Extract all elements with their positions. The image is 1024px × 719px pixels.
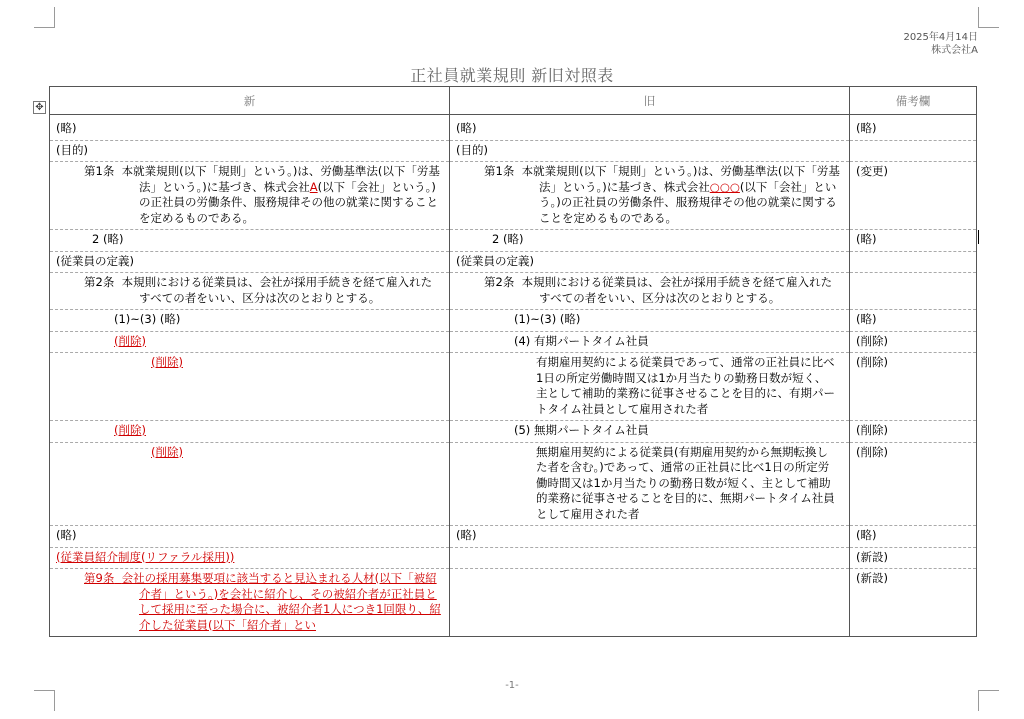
cell-old[interactable]	[450, 230, 850, 252]
article-2-old	[456, 275, 843, 306]
article-9-new	[56, 571, 443, 633]
section-heading: (目的)	[456, 142, 488, 157]
cell-new[interactable]	[50, 251, 450, 273]
cell-old[interactable]	[450, 442, 850, 526]
document-title: 正社員就業規則 新旧対照表	[410, 66, 614, 85]
deleted-marker: (削除)	[151, 355, 183, 369]
page-corner-mark-top-left	[34, 7, 55, 28]
cell-text: (略)	[856, 232, 877, 246]
cell-text: 有期雇用契約による従業員であって、通常の正社員に比べ1日の所定労働時間又は1か月当たりの勤務日数が短く、主として補助的業務に従事させることを目的に、有期パートタイム社員として雇用された者	[536, 355, 835, 416]
page-number: -1-	[505, 680, 519, 691]
table-row	[50, 251, 977, 273]
cell-note[interactable]	[850, 421, 977, 443]
cell-new[interactable]	[50, 115, 450, 141]
cell-note[interactable]	[850, 547, 977, 569]
text-cursor	[978, 230, 979, 244]
cell-text: (新設)	[856, 549, 888, 564]
cell-note[interactable]	[850, 310, 977, 332]
article-number: 第2条	[484, 275, 515, 289]
deleted-marker: (削除)	[151, 444, 183, 459]
cell-old[interactable]	[450, 273, 850, 310]
section-heading: (目的)	[56, 142, 88, 157]
cell-text: (削除)	[856, 355, 888, 369]
cell-old[interactable]	[450, 251, 850, 273]
table-row	[50, 230, 977, 252]
cell-new[interactable]	[50, 273, 450, 310]
cell-new[interactable]	[50, 162, 450, 230]
table-row	[50, 442, 977, 526]
cell-new[interactable]	[50, 547, 450, 569]
cell-old[interactable]	[450, 331, 850, 353]
article-number: 第9条	[84, 571, 115, 585]
cell-new[interactable]	[50, 310, 450, 332]
section-heading: (従業員の定義)	[456, 253, 534, 268]
cell-note[interactable]	[850, 251, 977, 273]
cell-text: (1)~(3) (略)	[114, 312, 181, 326]
cell-new[interactable]	[50, 230, 450, 252]
page-corner-mark-top-right	[978, 7, 999, 28]
article-2-new	[56, 275, 443, 306]
cell-note[interactable]	[850, 273, 977, 310]
cell-text: (略)	[56, 121, 77, 135]
cell-text: 2 (略)	[92, 232, 124, 246]
article-number: 第1条	[484, 164, 515, 178]
cell-old[interactable]	[450, 526, 850, 548]
header-new: 新	[50, 87, 450, 115]
article-text: 本就業規則(以下「規則」という。)は、労働基準法(以下「労基法」という。)に基づき、株式会社	[521, 164, 840, 194]
table-row	[50, 547, 977, 569]
cell-text: (略)	[456, 121, 477, 135]
table-row	[50, 140, 977, 162]
article-number: 第2条	[84, 275, 115, 289]
cell-text: (削除)	[856, 333, 888, 348]
cell-old[interactable]	[450, 353, 850, 421]
cell-new[interactable]	[50, 421, 450, 443]
header-note: 備考欄	[850, 87, 977, 115]
article-text: 本規則における従業員は、会社が採用手続きを経て雇入れたすべての者をいい、区分は次のとおりとする。	[521, 275, 833, 305]
cell-text: (新設)	[856, 571, 888, 585]
cell-new[interactable]	[50, 569, 450, 637]
new-section-heading: (従業員紹介制度(リファラル採用))	[56, 549, 235, 564]
table-row	[50, 526, 977, 548]
cell-old[interactable]	[450, 421, 850, 443]
cell-old[interactable]	[450, 547, 850, 569]
cell-old[interactable]	[450, 115, 850, 141]
changed-text: A	[309, 179, 318, 194]
cell-text: (削除)	[856, 423, 888, 437]
cell-new[interactable]	[50, 526, 450, 548]
cell-note[interactable]	[850, 526, 977, 548]
cell-old[interactable]	[450, 162, 850, 230]
date-company-block	[903, 31, 978, 57]
page-corner-mark-bottom-left	[34, 690, 55, 711]
cell-text: 無期雇用契約による従業員(有期雇用契約から無期転換した者を含む。)であって、通常の正社員に比べ1日の所定労働時間又は1か月当たりの勤務日数が短く、主として補助的業務に従事させることを目的に、無期パートタイム社員として雇用された者	[536, 444, 835, 521]
cell-note[interactable]	[850, 162, 977, 230]
cell-new[interactable]	[50, 442, 450, 526]
cell-note[interactable]	[850, 442, 977, 526]
deleted-marker: (削除)	[114, 333, 146, 348]
cell-new[interactable]	[50, 353, 450, 421]
article-text: (以下「会社」という。)の正社員の労働条件、服務規律その他の就業に関することを定めるものである。	[139, 179, 438, 225]
cell-text: (略)	[856, 528, 877, 542]
article-text: 本就業規則(以下「規則」という。)は、労働基準法(以下「労基法」という。)に基づき、株式会社	[121, 164, 440, 194]
cell-text: (略)	[456, 528, 477, 542]
cell-note[interactable]	[850, 353, 977, 421]
cell-text: (5) 無期パートタイム社員	[514, 423, 649, 437]
deleted-marker: (削除)	[114, 423, 146, 437]
article-1-new	[56, 164, 443, 226]
cell-text: (略)	[56, 528, 77, 542]
table-row	[50, 115, 977, 141]
table-row	[50, 310, 977, 332]
cell-text: (略)	[856, 121, 877, 135]
article-1-old	[456, 164, 843, 226]
cell-text: (削除)	[856, 444, 888, 459]
cell-note[interactable]	[850, 140, 977, 162]
table-row	[50, 331, 977, 353]
header-old: 旧	[450, 87, 850, 115]
section-heading: (従業員の定義)	[56, 253, 134, 268]
table-row	[50, 162, 977, 230]
article-text: (以下「会社」という。)の正社員の労働条件、服務規律その他の就業に関することを定めるものである。	[539, 179, 837, 225]
cell-note[interactable]	[850, 331, 977, 353]
table-row	[50, 273, 977, 310]
table-row	[50, 421, 977, 443]
cell-note[interactable]	[850, 230, 977, 252]
cell-new[interactable]	[50, 140, 450, 162]
company-name: 株式会社A	[931, 45, 978, 56]
article-text: 本規則における従業員は、会社が採用手続きを経て雇入れたすべての者をいい、区分は次のとおりとする。	[121, 275, 433, 305]
table-row	[50, 569, 977, 637]
cell-note[interactable]	[850, 569, 977, 637]
cell-old[interactable]	[450, 569, 850, 637]
changed-text: ○○○	[709, 179, 740, 194]
cell-text: (略)	[856, 312, 877, 326]
cell-old[interactable]	[450, 310, 850, 332]
cell-note[interactable]	[850, 115, 977, 141]
table-move-handle-icon[interactable]: ✥	[33, 101, 46, 114]
table-header-row	[50, 87, 977, 115]
cell-text: (4) 有期パートタイム社員	[514, 333, 649, 348]
cell-text: (変更)	[856, 164, 888, 178]
cell-text: 2 (略)	[492, 232, 524, 246]
page-corner-mark-bottom-right	[978, 690, 999, 711]
cell-new[interactable]	[50, 331, 450, 353]
article-number: 第1条	[84, 164, 115, 178]
document-date: 2025年4月14日	[903, 32, 978, 43]
cell-text: (1)~(3) (略)	[514, 312, 581, 326]
comparison-table	[49, 86, 977, 637]
article-text: 会社の採用募集要項に該当すると見込まれる人材(以下「被紹介者」という。)を会社に紹介し、その被紹介者が正社員として採用に至った場合に、被紹介者1人につき1回限り、紹介した従業員(以下「紹介者」とい	[121, 571, 441, 632]
table-row	[50, 353, 977, 421]
cell-old[interactable]	[450, 140, 850, 162]
